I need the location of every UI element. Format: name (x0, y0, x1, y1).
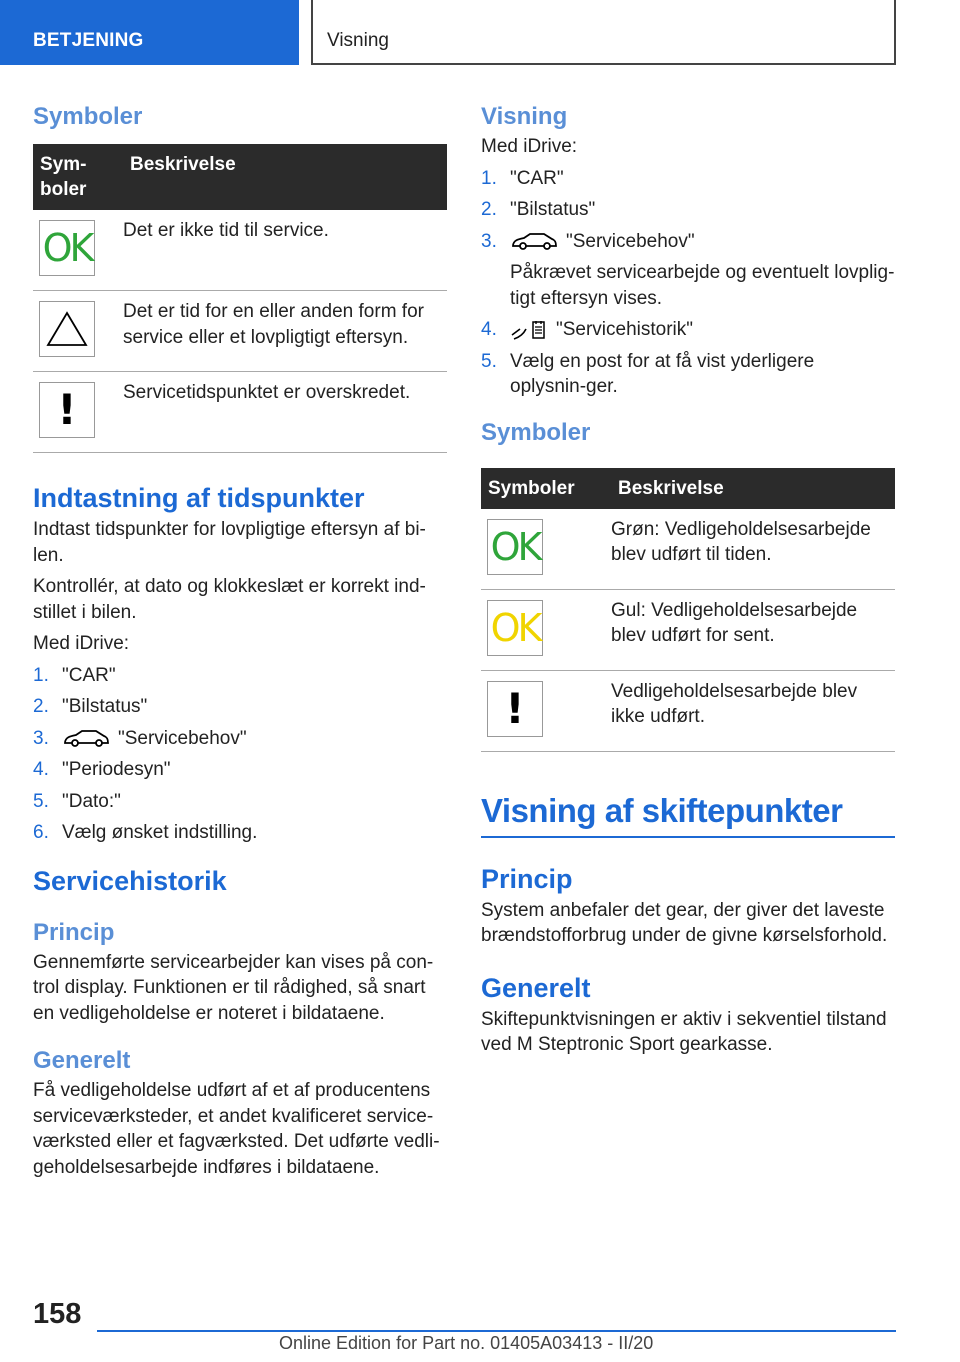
general-heading: Generelt (481, 972, 591, 1003)
list-item: 3. "Servicebehov" (33, 727, 247, 749)
page-number: 158 (33, 1298, 82, 1330)
chapter-title: Visning (327, 30, 389, 51)
row-description: Det er ikke tid til service. (123, 210, 447, 291)
principle-heading: Princip (33, 918, 115, 946)
table-row (481, 509, 895, 590)
display-paragraph: Med iDrive: (481, 136, 578, 157)
list-item: 2. "Bilstatus" (481, 199, 596, 220)
symbols-heading: Symboler (33, 103, 143, 130)
general-paragraph: Skiftepunktvisningen er aktiv i sekventiel tilstand ved M Steptronic Sport gearkasse. (481, 1008, 887, 1055)
symbols-table (33, 144, 447, 453)
history-heading: Servicehistorik (33, 865, 227, 896)
table-row (481, 670, 895, 751)
list-item: 1. "CAR" (481, 167, 564, 189)
right-column (481, 100, 895, 1064)
footer-divider (97, 1330, 896, 1332)
list-item: 1. "CAR" (33, 664, 116, 686)
exclamation-icon: ! (487, 681, 543, 737)
car-service-icon (510, 231, 558, 251)
general-paragraph: Få vedligeholdelse udført af et af producentens serviceværksteder, et andet kvalificeret service-værksted eller et fagværksted. Det udførte vedli-geholdelsesarbejde indføres i bildataene. (33, 1080, 440, 1178)
ok-green-icon: OK (487, 519, 543, 575)
section-title: BETJENING (33, 30, 144, 51)
row-description: Servicetidspunktet er overskredet. (123, 372, 447, 453)
row-description: Grøn: Vedligeholdelsesarbejde blev udført til tiden. (611, 509, 895, 590)
principle-paragraph: Gennemførte servicearbejder kan vises på con-trol display. Funktionen er til rådighed, så snart en vedligeholdelse er noteret i bildataene. (33, 951, 434, 1024)
shift-heading: Visning af skiftepunkter (481, 788, 895, 838)
table-row (33, 291, 447, 372)
row-description: Gul: Vedligeholdelsesarbejde blev udført for sent. (611, 589, 895, 670)
ok-green-icon: OK (39, 220, 95, 276)
table-row (33, 210, 447, 291)
principle-heading: Princip (481, 863, 573, 894)
edition-text: Online Edition for Part no. 01405A03413 - II/20 (279, 1333, 654, 1353)
list-item: 2. "Bilstatus" (33, 696, 148, 717)
column-header-description: Beskrivelse (611, 468, 895, 509)
list-item: 4. "Servicehistorik" (481, 319, 694, 340)
chapter-tab (311, 0, 896, 65)
exclamation-icon: ! (39, 382, 95, 438)
principle-paragraph: System anbefaler det gear, der giver det laveste brændstofforbrug under de givne kørselsforhold. (481, 899, 888, 946)
list-item: 5. "Dato:" (33, 790, 121, 812)
step-note: Påkrævet servicearbejde og eventuelt lovplig-tigt eftersyn vises. (510, 262, 895, 309)
service-history-icon (510, 319, 548, 341)
list-item: 3. "Servicebehov" Påkrævet servicearbejde og eventuelt lovplig-tigt eftersyn vises. (481, 229, 895, 312)
column-header-description: Beskrivelse (123, 144, 447, 210)
display-heading: Visning (481, 103, 568, 130)
table-row (33, 372, 447, 453)
row-description: Vedligeholdelsesarbejde blev ikke udført. (611, 670, 895, 751)
ok-yellow-icon: OK (487, 600, 543, 656)
entry-paragraph: Indtast tidspunkter for lovpligtige eftersyn af bi-len. (33, 519, 426, 566)
section-tab (0, 0, 299, 65)
column-header-symbols: Sym- boler (33, 144, 123, 210)
list-item: 4. "Periodesyn" (33, 759, 171, 780)
table-header-row (481, 468, 895, 509)
left-column (33, 100, 447, 1186)
table-header-row (33, 144, 447, 210)
column-header-symbols: Symboler (481, 468, 611, 509)
symbols-table (481, 468, 895, 752)
entry-steps (33, 663, 447, 846)
list-item: 5. Vælg en post for at få vist yderligere oplysnin-ger. (481, 350, 815, 397)
display-steps (481, 166, 895, 400)
car-service-icon (62, 728, 110, 748)
row-description: Det er tid for en eller anden form for service eller et lovpligtigt eftersyn. (123, 291, 447, 372)
entry-paragraph: Kontrollér, at dato og klokkeslæt er korrekt ind-stillet i bilen. (33, 576, 426, 623)
general-heading: Generelt (33, 1047, 131, 1074)
entry-paragraph: Med iDrive: (33, 633, 130, 654)
table-row (481, 589, 895, 670)
symbols-heading: Symboler (481, 418, 591, 446)
list-item: 6. Vælg ønsket indstilling. (33, 822, 258, 843)
warning-triangle-icon (39, 301, 95, 357)
entry-heading: Indtastning af tidspunkter (33, 483, 365, 513)
